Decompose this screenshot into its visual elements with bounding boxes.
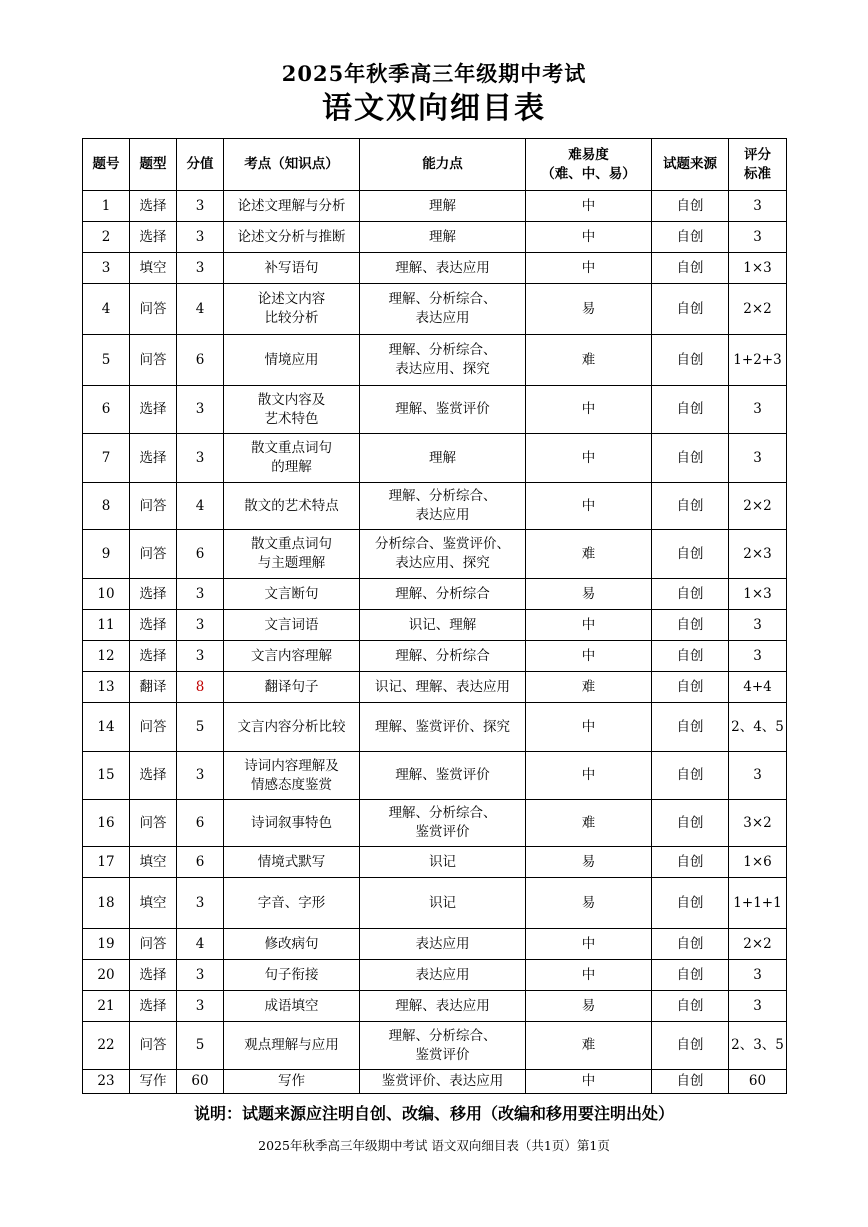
cell-ability [360,284,526,335]
cell-type: 写作 [130,1070,177,1094]
cell-difficulty: 难 [526,1022,652,1070]
cell-ability-line: 鉴赏评价 [415,1046,470,1063]
cell-source: 自创 [652,335,729,386]
cell-standard: 3 [729,222,787,253]
cell-source: 自创 [652,530,729,579]
cell-ability [360,610,526,641]
cell-type: 选择 [130,752,177,800]
cell-knowledge-point-line: 散文重点词句 [251,536,332,552]
cell-standard: 1×3 [729,579,787,610]
cell-score: 3 [177,960,224,991]
cell-knowledge-point-line: 成语填空 [264,997,319,1014]
cell-score: 3 [177,610,224,641]
cell-knowledge-point-line: 文言内容理解 [251,647,332,664]
cell-ability-line: 表达应用 [415,966,470,983]
cell-type: 问答 [130,703,177,752]
cell-score: 4 [177,284,224,335]
table-row [83,191,787,222]
cell-number: 14 [83,703,130,752]
header-source [652,139,729,191]
cell-standard: 3 [729,191,787,222]
cell-ability [360,752,526,800]
cell-type: 选择 [130,222,177,253]
cell-type: 选择 [130,191,177,222]
cell-standard: 2×2 [729,929,787,960]
cell-knowledge-point [224,641,360,672]
table-row [83,483,787,530]
cell-knowledge-point-line: 比较分析 [264,310,319,326]
cell-knowledge-point [224,335,360,386]
cell-type: 选择 [130,579,177,610]
cell-standard: 3 [729,386,787,434]
table-title: 语文双向细目表 [322,91,546,126]
cell-knowledge-point [224,800,360,847]
table-row [83,579,787,610]
cell-ability-line: 理解、分析综合、 [388,488,497,504]
cell-knowledge-point [224,483,360,530]
cell-standard: 3×2 [729,800,787,847]
cell-knowledge-point-line: 文言词语 [264,616,319,633]
cell-ability [360,672,526,703]
cell-number: 7 [83,434,130,483]
cell-knowledge-point [224,191,360,222]
cell-difficulty: 中 [526,752,652,800]
cell-ability-line: 理解、鉴赏评价 [395,767,490,783]
cell-difficulty: 中 [526,253,652,284]
cell-type: 选择 [130,434,177,483]
cell-standard: 2、4、5 [729,703,787,752]
cell-difficulty: 中 [526,641,652,672]
cell-difficulty: 易 [526,847,652,878]
cell-knowledge-point-line: 观点理解与应用 [244,1037,339,1053]
cell-score: 5 [177,1022,224,1070]
cell-score: 4 [177,483,224,530]
cell-score: 3 [177,434,224,483]
cell-ability-line: 识记、理解 [408,616,477,633]
cell-source: 自创 [652,610,729,641]
cell-knowledge-point-line: 文言断句 [264,585,319,602]
cell-source: 自创 [652,960,729,991]
cell-knowledge-point [224,960,360,991]
header-text: 题号 [92,156,120,172]
cell-ability [360,434,526,483]
cell-knowledge-point [224,253,360,284]
cell-ability-line: 分析综合、鉴赏评价、 [375,536,510,552]
table-row [83,672,787,703]
cell-score: 3 [177,991,224,1022]
cell-difficulty: 难 [526,800,652,847]
cell-score: 3 [177,253,224,284]
cell-ability [360,335,526,386]
cell-difficulty: 易 [526,579,652,610]
cell-knowledge-point [224,434,360,483]
cell-source: 自创 [652,483,729,530]
cell-type: 选择 [130,960,177,991]
cell-ability-line: 鉴赏评价 [415,824,470,840]
cell-score: 3 [177,191,224,222]
cell-ability [360,253,526,284]
cell-score: 3 [177,641,224,672]
cell-standard: 1+2+3 [729,335,787,386]
cell-source: 自创 [652,878,729,929]
table-row [83,434,787,483]
table-row [83,386,787,434]
cell-number: 15 [83,752,130,800]
cell-source: 自创 [652,800,729,847]
cell-source: 自创 [652,672,729,703]
cell-ability-line: 理解、分析综合 [395,585,490,602]
cell-ability-line: 理解、鉴赏评价 [395,401,490,417]
cell-score: 3 [177,222,224,253]
cell-ability [360,878,526,929]
table-row [83,929,787,960]
cell-number: 12 [83,641,130,672]
cell-ability [360,703,526,752]
cell-difficulty: 中 [526,386,652,434]
cell-knowledge-point-line: 散文内容及 [257,391,326,408]
cell-knowledge-point [224,284,360,335]
cell-standard: 3 [729,960,787,991]
cell-ability [360,483,526,530]
cell-number: 9 [83,530,130,579]
cell-ability-line: 理解、分析综合、 [388,291,497,307]
table-row [83,878,787,929]
cell-ability [360,386,526,434]
cell-number: 20 [83,960,130,991]
cell-standard: 2×2 [729,483,787,530]
cell-source: 自创 [652,991,729,1022]
cell-standard: 3 [729,641,787,672]
cell-knowledge-point-line: 散文的艺术特点 [244,497,339,514]
header-ability [360,139,526,191]
header-number [83,139,130,191]
cell-score: 6 [177,800,224,847]
cell-number: 18 [83,878,130,929]
cell-score: 3 [177,752,224,800]
table-row [83,222,787,253]
header-score [177,139,224,191]
cell-knowledge-point-line: 补写语句 [264,259,319,276]
cell-source: 自创 [652,1022,729,1070]
cell-knowledge-point [224,847,360,878]
cell-knowledge-point-line: 与主题理解 [257,555,326,571]
cell-difficulty: 中 [526,703,652,752]
cell-type: 问答 [130,284,177,335]
cell-type: 选择 [130,386,177,434]
cell-ability-line: 理解、表达应用 [395,997,490,1014]
cell-knowledge-point [224,1070,360,1094]
cell-ability-line: 表达应用、探究 [395,361,490,377]
cell-difficulty: 难 [526,530,652,579]
cell-type: 问答 [130,530,177,579]
cell-difficulty: 易 [526,284,652,335]
cell-number: 4 [83,284,130,335]
cell-score: 3 [177,579,224,610]
cell-number: 10 [83,579,130,610]
cell-source: 自创 [652,579,729,610]
cell-ability [360,960,526,991]
cell-ability-line: 理解、分析综合 [395,647,490,664]
cell-knowledge-point-line: 诗词叙事特色 [251,814,332,831]
cell-knowledge-point-line: 论述文理解与分析 [237,197,346,214]
page-footer: 2025年秋季高三年级期中考试 语文双向细目表（共1页）第1页 [258,1138,610,1153]
cell-score: 60 [177,1070,224,1094]
cell-knowledge-point-line: 翻译句子 [264,678,319,695]
cell-knowledge-point-line: 写作 [278,1073,305,1089]
cell-number: 19 [83,929,130,960]
cell-number: 22 [83,1022,130,1070]
cell-number: 16 [83,800,130,847]
cell-ability-line: 理解、分析综合、 [388,342,497,358]
cell-knowledge-point [224,703,360,752]
header-text: 难易度 [568,146,609,163]
cell-source: 自创 [652,929,729,960]
cell-difficulty: 中 [526,960,652,991]
cell-knowledge-point [224,610,360,641]
cell-knowledge-point-line: 文言内容分析比较 [237,718,346,735]
cell-standard: 3 [729,991,787,1022]
cell-ability-line: 表达应用、探究 [395,555,490,571]
header-knowledge-point [224,139,360,191]
cell-knowledge-point-line: 修改病句 [264,935,319,952]
cell-ability-line: 理解 [429,228,456,245]
cell-standard: 60 [729,1070,787,1094]
cell-ability [360,191,526,222]
cell-knowledge-point-line: 情境应用 [264,351,319,368]
spec-table [82,138,787,1094]
table-row [83,1022,787,1070]
cell-knowledge-point-line: 情境式默写 [257,853,326,870]
cell-type: 填空 [130,253,177,284]
cell-source: 自创 [652,641,729,672]
cell-type: 问答 [130,483,177,530]
cell-knowledge-point [224,752,360,800]
cell-difficulty: 中 [526,610,652,641]
cell-score: 4 [177,929,224,960]
cell-source: 自创 [652,253,729,284]
cell-ability-line: 理解、分析综合、 [388,1027,497,1044]
cell-type: 填空 [130,878,177,929]
cell-difficulty: 易 [526,878,652,929]
cell-source: 自创 [652,386,729,434]
cell-ability [360,991,526,1022]
cell-type: 问答 [130,1022,177,1070]
cell-ability-line: 理解、鉴赏评价、探究 [375,718,510,735]
cell-ability-line: 表达应用 [415,935,470,952]
cell-standard: 4+4 [729,672,787,703]
table-row [83,641,787,672]
cell-difficulty: 中 [526,191,652,222]
cell-type: 选择 [130,991,177,1022]
cell-standard: 2、3、5 [729,1022,787,1070]
cell-ability [360,641,526,672]
header-type [130,139,177,191]
cell-source: 自创 [652,703,729,752]
cell-number: 13 [83,672,130,703]
cell-knowledge-point [224,222,360,253]
cell-score: 3 [177,386,224,434]
cell-ability-line: 理解、分析综合、 [388,805,497,821]
cell-number: 23 [83,1070,130,1094]
cell-source: 自创 [652,847,729,878]
cell-knowledge-point-line: 的理解 [271,459,312,475]
table-row [83,847,787,878]
header-text: （难、中、易） [541,165,636,182]
header-standard [729,139,787,191]
cell-number: 1 [83,191,130,222]
header-text: 试题来源 [663,156,717,172]
cell-ability [360,929,526,960]
table-row [83,1070,787,1094]
header-text: 题型 [139,156,167,172]
table-row [83,752,787,800]
cell-number: 11 [83,610,130,641]
table-row [83,960,787,991]
cell-standard: 2×2 [729,284,787,335]
header-row [83,139,787,191]
cell-ability [360,847,526,878]
table-row [83,253,787,284]
cell-difficulty: 中 [526,929,652,960]
cell-source: 自创 [652,284,729,335]
cell-knowledge-point-line: 字音、字形 [257,894,326,911]
cell-ability-line: 表达应用 [415,310,470,326]
cell-knowledge-point-line: 艺术特色 [264,410,319,427]
cell-knowledge-point-line: 散文重点词句 [251,440,332,456]
table-row [83,284,787,335]
table-row [83,991,787,1022]
cell-ability [360,1070,526,1094]
cell-type: 翻译 [130,672,177,703]
cell-knowledge-point-line: 论述文内容 [257,291,326,307]
cell-knowledge-point [224,929,360,960]
cell-standard: 2×3 [729,530,787,579]
cell-score: 5 [177,703,224,752]
header-text: 考点（知识点） [244,156,339,172]
cell-score: 3 [177,878,224,929]
cell-source: 自创 [652,434,729,483]
cell-knowledge-point [224,579,360,610]
cell-ability-line: 识记 [429,894,456,911]
cell-ability [360,579,526,610]
cell-knowledge-point-line: 论述文分析与推断 [237,228,346,245]
cell-knowledge-point-line: 诗词内容理解及 [244,757,339,774]
header-text: 标准 [744,165,771,182]
cell-knowledge-point [224,878,360,929]
cell-ability-line: 表达应用 [415,507,470,523]
cell-knowledge-point-line: 情感态度鉴赏 [251,776,332,793]
cell-knowledge-point [224,530,360,579]
cell-standard: 3 [729,434,787,483]
cell-score: 8 [177,672,224,703]
cell-number: 3 [83,253,130,284]
cell-type: 问答 [130,800,177,847]
cell-knowledge-point [224,672,360,703]
cell-standard: 3 [729,610,787,641]
cell-difficulty: 中 [526,434,652,483]
cell-ability [360,222,526,253]
cell-score: 6 [177,847,224,878]
cell-knowledge-point-line: 句子衔接 [264,966,319,983]
table-row [83,335,787,386]
cell-score: 6 [177,335,224,386]
cell-number: 17 [83,847,130,878]
cell-number: 21 [83,991,130,1022]
cell-ability [360,1022,526,1070]
cell-difficulty: 难 [526,672,652,703]
cell-source: 自创 [652,191,729,222]
cell-difficulty: 易 [526,991,652,1022]
table-row [83,530,787,579]
cell-type: 问答 [130,335,177,386]
cell-standard: 1×3 [729,253,787,284]
cell-knowledge-point [224,386,360,434]
header-difficulty [526,139,652,191]
table-body [83,191,787,1094]
cell-source: 自创 [652,752,729,800]
cell-ability-line: 理解 [429,197,456,214]
cell-standard: 1×6 [729,847,787,878]
cell-type: 选择 [130,641,177,672]
cell-source: 自创 [652,1070,729,1094]
cell-standard: 3 [729,752,787,800]
cell-source: 自创 [652,222,729,253]
cell-number: 6 [83,386,130,434]
cell-knowledge-point [224,991,360,1022]
header-text: 评分 [744,146,771,163]
cell-knowledge-point [224,1022,360,1070]
cell-difficulty: 难 [526,335,652,386]
table-row [83,703,787,752]
cell-ability-line: 识记、理解、表达应用 [375,678,510,695]
cell-score: 6 [177,530,224,579]
cell-ability-line: 识记 [429,853,456,870]
table-row [83,800,787,847]
cell-ability [360,800,526,847]
cell-number: 8 [83,483,130,530]
cell-ability-line: 理解 [429,449,456,466]
cell-difficulty: 中 [526,483,652,530]
cell-standard: 1+1+1 [729,878,787,929]
cell-number: 2 [83,222,130,253]
exam-title: 2025年秋季高三年级期中考试 [281,61,587,86]
cell-ability-line: 理解、表达应用 [395,259,490,276]
cell-number: 5 [83,335,130,386]
note-text: 说明：试题来源应注明自创、改编、移用（改编和移用要注明出处） [193,1104,674,1123]
table-row [83,610,787,641]
cell-type: 填空 [130,847,177,878]
cell-type: 选择 [130,610,177,641]
header-text: 分值 [186,156,214,172]
cell-ability [360,530,526,579]
cell-ability-line: 鉴赏评价、表达应用 [381,1073,504,1089]
cell-difficulty: 中 [526,222,652,253]
header-text: 能力点 [422,156,463,172]
cell-difficulty: 中 [526,1070,652,1094]
cell-type: 问答 [130,929,177,960]
